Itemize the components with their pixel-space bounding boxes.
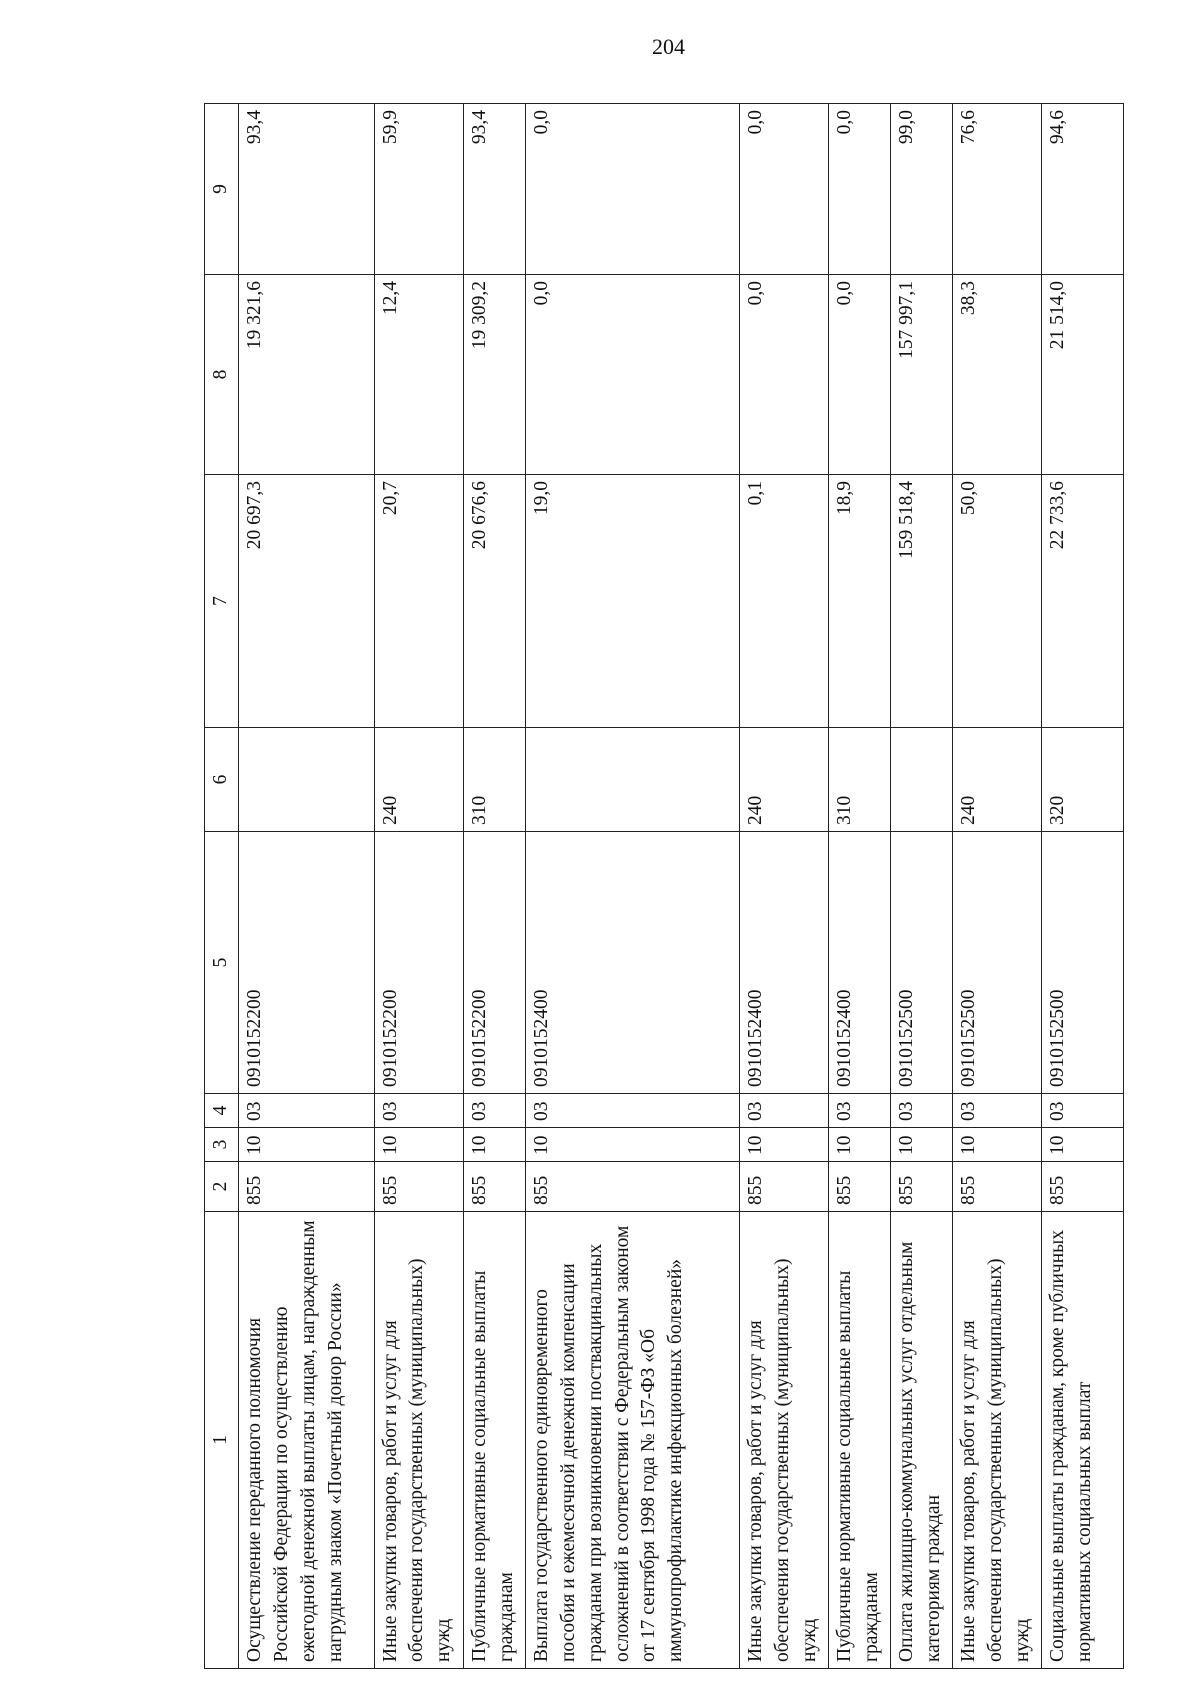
expense-name: Иные закупки товаров, работ и услуг для обеспечения государственных (муниципальных) нужд	[374, 1212, 463, 1669]
expense-name: Выплата государственного единовременного пособия и ежемесячной денежной компенсации гражданам при возникновении поствакцинальных осложнений в соответствии с Федеральным законом от 17 сентября 1998 года № 157-ФЗ «Об иммунопрофилактике инфекционных болезней»	[525, 1212, 739, 1669]
executed-amount: 38,3	[953, 275, 1042, 475]
executed-amount: 21 514,0	[1042, 275, 1124, 475]
ministry-code: 855	[463, 1162, 525, 1212]
col-header: 3	[205, 1128, 239, 1162]
subsection-code: 03	[525, 1094, 739, 1128]
col-header: 9	[205, 104, 239, 275]
col-header: 1	[205, 1212, 239, 1669]
expense-type-code	[525, 728, 739, 832]
target-article-code: 0910152500	[953, 832, 1042, 1094]
expense-name: Иные закупки товаров, работ и услуг для обеспечения государственных (муниципальных) нужд	[739, 1212, 828, 1669]
target-article-code: 0910152400	[739, 832, 828, 1094]
executed-amount: 19 321,6	[239, 275, 375, 475]
section-code: 10	[463, 1128, 525, 1162]
table-row	[239, 104, 375, 1669]
section-code: 10	[953, 1128, 1042, 1162]
section-code: 10	[829, 1128, 891, 1162]
ministry-code: 855	[891, 1162, 953, 1212]
planned-amount: 19,0	[525, 475, 739, 728]
executed-amount: 19 309,2	[463, 275, 525, 475]
execution-percent: 59,9	[374, 104, 463, 275]
execution-percent: 0,0	[829, 104, 891, 275]
target-article-code: 0910152400	[525, 832, 739, 1094]
executed-amount: 0,0	[525, 275, 739, 475]
expense-type-code	[239, 728, 375, 832]
subsection-code: 03	[739, 1094, 828, 1128]
subsection-code: 03	[891, 1094, 953, 1128]
target-article-code: 0910152200	[374, 832, 463, 1094]
table-row	[463, 104, 525, 1669]
section-code: 10	[374, 1128, 463, 1162]
page-number: 204	[652, 34, 685, 59]
subsection-code: 03	[239, 1094, 375, 1128]
planned-amount: 0,1	[739, 475, 828, 728]
ministry-code: 855	[239, 1162, 375, 1212]
table-row	[891, 104, 953, 1669]
planned-amount: 20,7	[374, 475, 463, 728]
subsection-code: 03	[463, 1094, 525, 1128]
table-row	[374, 104, 463, 1669]
section-code: 10	[739, 1128, 828, 1162]
target-article-code: 0910152400	[829, 832, 891, 1094]
budget-table-container	[204, 104, 1124, 1669]
planned-amount: 159 518,4	[891, 475, 953, 728]
planned-amount: 20 676,6	[463, 475, 525, 728]
execution-percent: 93,4	[239, 104, 375, 275]
execution-percent: 76,6	[953, 104, 1042, 275]
expense-type-code: 240	[739, 728, 828, 832]
planned-amount: 18,9	[829, 475, 891, 728]
expense-name: Осуществление переданного полномочия Российской Федерации по осуществлению ежегодной денежной выплаты лицам, награжденным нагрудным знаком «Почетный донор России»	[239, 1212, 375, 1669]
table-row	[953, 104, 1042, 1669]
ministry-code: 855	[953, 1162, 1042, 1212]
executed-amount: 12,4	[374, 275, 463, 475]
section-code: 10	[239, 1128, 375, 1162]
execution-percent: 94,6	[1042, 104, 1124, 275]
ministry-code: 855	[739, 1162, 828, 1212]
ministry-code: 855	[374, 1162, 463, 1212]
section-code: 10	[1042, 1128, 1124, 1162]
expense-name: Социальные выплаты гражданам, кроме публичных нормативных социальных выплат	[1042, 1212, 1124, 1669]
col-header: 4	[205, 1094, 239, 1128]
col-header: 8	[205, 275, 239, 475]
expense-name: Оплата жилищно-коммунальных услуг отдельным категориям граждан	[891, 1212, 953, 1669]
planned-amount: 22 733,6	[1042, 475, 1124, 728]
ministry-code: 855	[525, 1162, 739, 1212]
subsection-code: 03	[953, 1094, 1042, 1128]
subsection-code: 03	[374, 1094, 463, 1128]
expense-type-code: 320	[1042, 728, 1124, 832]
executed-amount: 0,0	[739, 275, 828, 475]
ministry-code: 855	[1042, 1162, 1124, 1212]
table-row	[525, 104, 739, 1669]
executed-amount: 157 997,1	[891, 275, 953, 475]
ministry-code: 855	[829, 1162, 891, 1212]
section-code: 10	[525, 1128, 739, 1162]
planned-amount: 50,0	[953, 475, 1042, 728]
col-header: 2	[205, 1162, 239, 1212]
rotated-table-frame	[204, 104, 1124, 1669]
executed-amount: 0,0	[829, 275, 891, 475]
execution-percent: 0,0	[525, 104, 739, 275]
execution-percent: 93,4	[463, 104, 525, 275]
subsection-code: 03	[1042, 1094, 1124, 1128]
expense-type-code: 310	[829, 728, 891, 832]
target-article-code: 0910152500	[891, 832, 953, 1094]
col-header: 7	[205, 475, 239, 728]
column-number-header	[205, 104, 239, 1669]
table-row	[1042, 104, 1124, 1669]
col-header: 6	[205, 728, 239, 832]
execution-percent: 99,0	[891, 104, 953, 275]
section-code: 10	[891, 1128, 953, 1162]
target-article-code: 0910152500	[1042, 832, 1124, 1094]
planned-amount: 20 697,3	[239, 475, 375, 728]
expense-type-code	[891, 728, 953, 832]
budget-table	[204, 103, 1124, 1669]
table-row	[739, 104, 828, 1669]
subsection-code: 03	[829, 1094, 891, 1128]
expense-name: Иные закупки товаров, работ и услуг для обеспечения государственных (муниципальных) нужд	[953, 1212, 1042, 1669]
target-article-code: 0910152200	[239, 832, 375, 1094]
expense-name: Публичные нормативные социальные выплаты гражданам	[829, 1212, 891, 1669]
col-header: 5	[205, 832, 239, 1094]
expense-name: Публичные нормативные социальные выплаты гражданам	[463, 1212, 525, 1669]
execution-percent: 0,0	[739, 104, 828, 275]
expense-type-code: 240	[374, 728, 463, 832]
target-article-code: 0910152200	[463, 832, 525, 1094]
expense-type-code: 240	[953, 728, 1042, 832]
table-row	[829, 104, 891, 1669]
expense-type-code: 310	[463, 728, 525, 832]
